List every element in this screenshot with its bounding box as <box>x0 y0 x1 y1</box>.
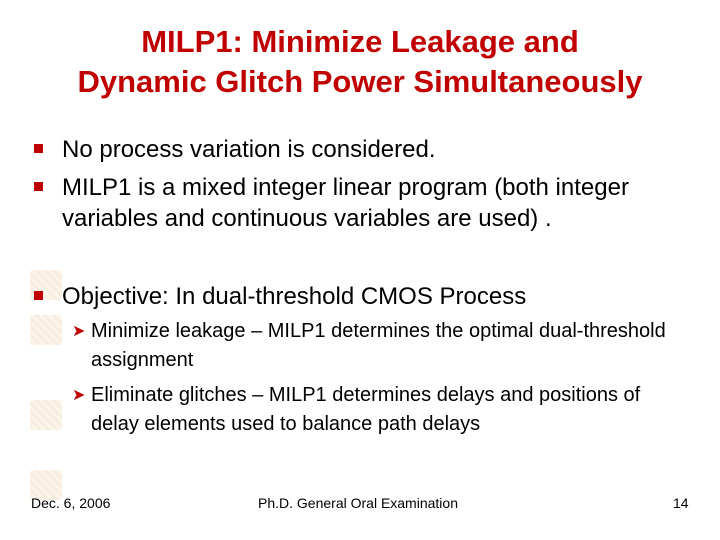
bullet-text: MILP1 is a mixed integer linear program (both integer variables and continuous variables are used) . <box>62 174 629 232</box>
sub-bullet-text: Eliminate glitches – MILP1 determines delays and positions of delay elements used to balance path delays <box>91 384 641 435</box>
title-line-1: MILP1: Minimize Leakage and <box>141 24 579 59</box>
sub-bullet-item <box>72 381 642 439</box>
square-bullet-icon <box>34 291 43 300</box>
bullet-item <box>34 134 654 165</box>
bullet-text: No process variation is considered. <box>62 136 436 163</box>
sub-bullet-item <box>72 317 702 375</box>
footer-title: Ph.D. General Oral Examination <box>258 495 458 511</box>
sub-bullet-text: Minimize leakage – MILP1 determines the optimal dual-threshold assignment <box>91 320 666 371</box>
square-bullet-icon <box>34 144 43 153</box>
bullet-item <box>34 172 634 234</box>
square-bullet-icon <box>34 182 43 191</box>
arrow-bullet-icon: ➤ <box>72 323 86 340</box>
footer-date: Dec. 6, 2006 <box>31 495 111 511</box>
page-number: 14 <box>673 495 689 511</box>
arrow-bullet-icon: ➤ <box>72 387 86 404</box>
bullet-text: Objective: In dual-threshold CMOS Process <box>62 283 527 310</box>
title-line-2: Dynamic Glitch Power Simultaneously <box>77 64 643 99</box>
bullet-item <box>34 281 654 312</box>
